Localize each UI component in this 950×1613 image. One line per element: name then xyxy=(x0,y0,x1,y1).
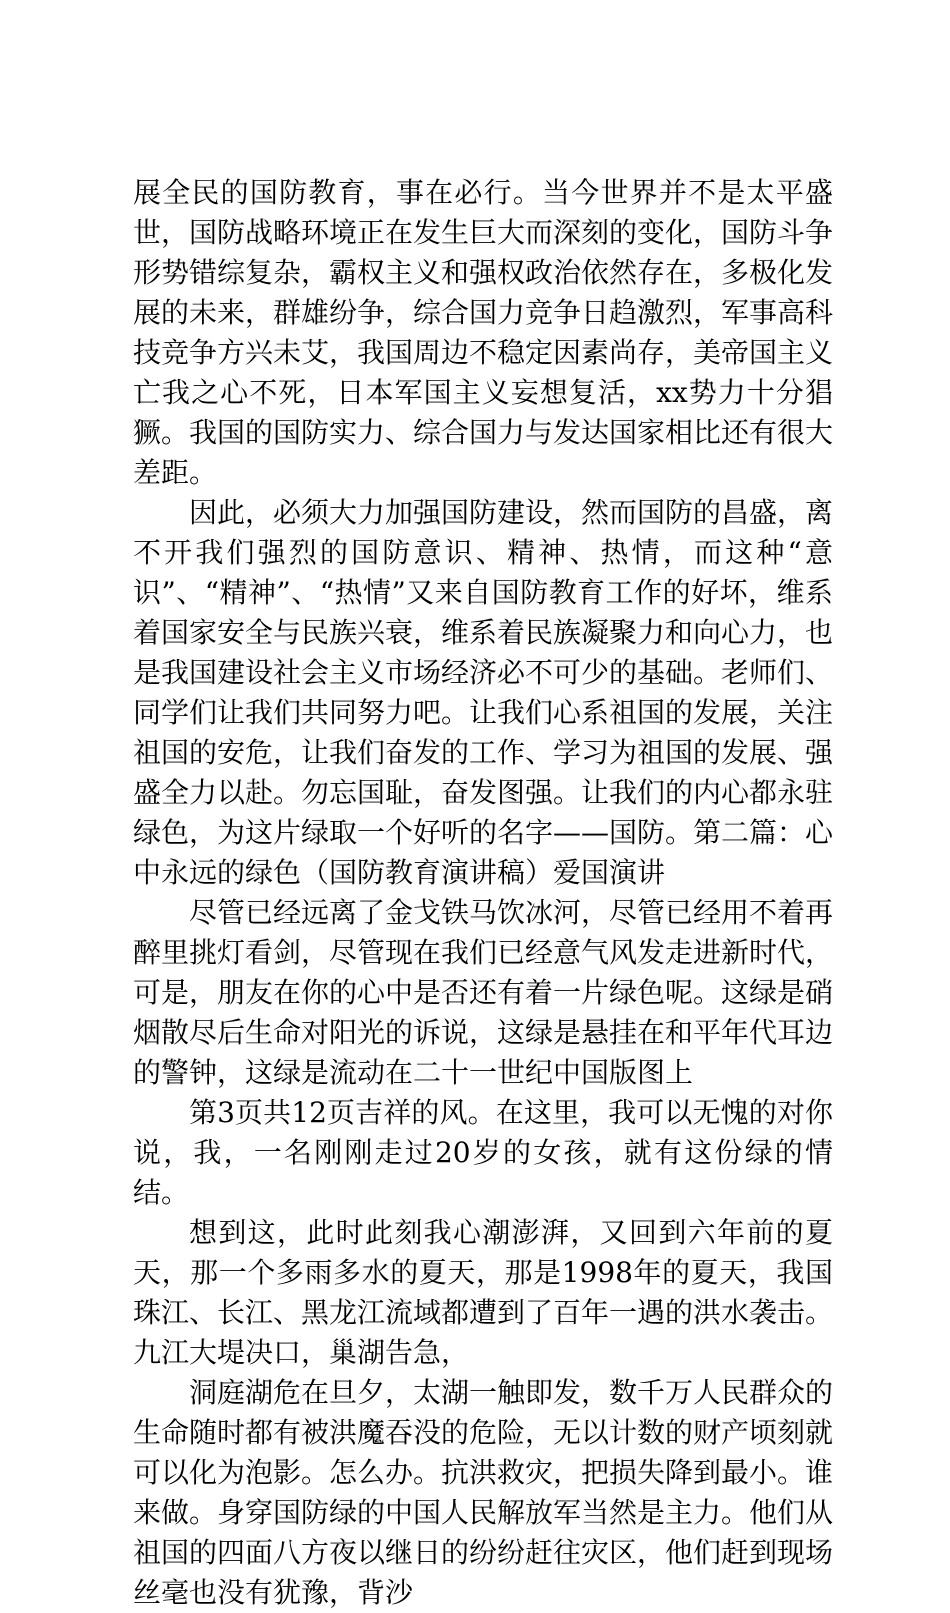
paragraph-1: 展全民的国防教育，事在必行。当今世界并不是太平盛世，国防战略环境正在发生巨大而深刻的变化，国防斗争形势错综复杂，霸权主义和强权政治依然存在，多极化发展的未来，群雄纷争，综合国力竞争日趋激烈，军事高科技竞争方兴未艾，我国周边不稳定因素尚存，美帝国主义亡我之心不死，日本军国主义妄想复活，xx势力十分猖獗。我国的国防实力、综合国力与发达国家相比还有很大差距。 xyxy=(133,176,834,489)
paragraph-5: 想到这，此时此刻我心潮澎湃，又回到六年前的夏天，那一个多雨多水的夏天，那是1998年的夏天，我国珠江、长江、黑龙江流域都遭到了百年一遇的洪水袭击。九江大堤决口，巢湖告急， xyxy=(133,1216,834,1369)
paragraph-3: 尽管已经远离了金戈铁马饮冰河，尽管已经用不着再醉里挑灯看剑，尽管现在我们已经意气风发走进新时代，可是，朋友在你的心中是否还有着一片绿色呢。这绿是硝烟散尽后生命对阳光的诉说，这绿是悬挂在和平年代耳边的警钟，这绿是流动在二十一世纪中国版图上 xyxy=(133,896,834,1089)
paragraph-6: 洞庭湖危在旦夕，太湖一触即发，数千万人民群众的生命随时都有被洪魔吞没的危险，无以计数的财产顷刻就可以化为泡影。怎么办。抗洪救灾，把损失降到最小。谁来做。身穿国防绿的中国人民解放军当然是主力。他们从祖国的四面八方夜以继日的纷纷赶往灾区，他们赶到现场丝毫也没有犹豫，背沙 xyxy=(133,1376,834,1609)
document-body xyxy=(133,173,833,1613)
paragraph-2: 因此，必须大力加强国防建设，然而国防的昌盛，离不开我们强烈的国防意识、精神、热情，而这种“意识”、“精神”、“热情”又来自国防教育工作的好坏，维系着国家安全与民族兴衰，维系着民族凝聚力和向心力，也是我国建设社会主义市场经济必不可少的基础。老师们、同学们让我们共同努力吧。让我们心系祖国的发展，关注祖国的安危，让我们奋发的工作、学习为祖国的发展、强盛全力以赴。勿忘国耻，奋发图强。让我们的内心都永驻绿色，为这片绿取一个好听的名字——国防。第二篇：心中永远的绿色（国防教育演讲稿）爱国演讲 xyxy=(133,496,834,889)
paragraph-4: 第3页共12页吉祥的风。在这里，我可以无愧的对你说，我，一名刚刚走过20岁的女孩，就有这份绿的情结。 xyxy=(133,1096,833,1209)
